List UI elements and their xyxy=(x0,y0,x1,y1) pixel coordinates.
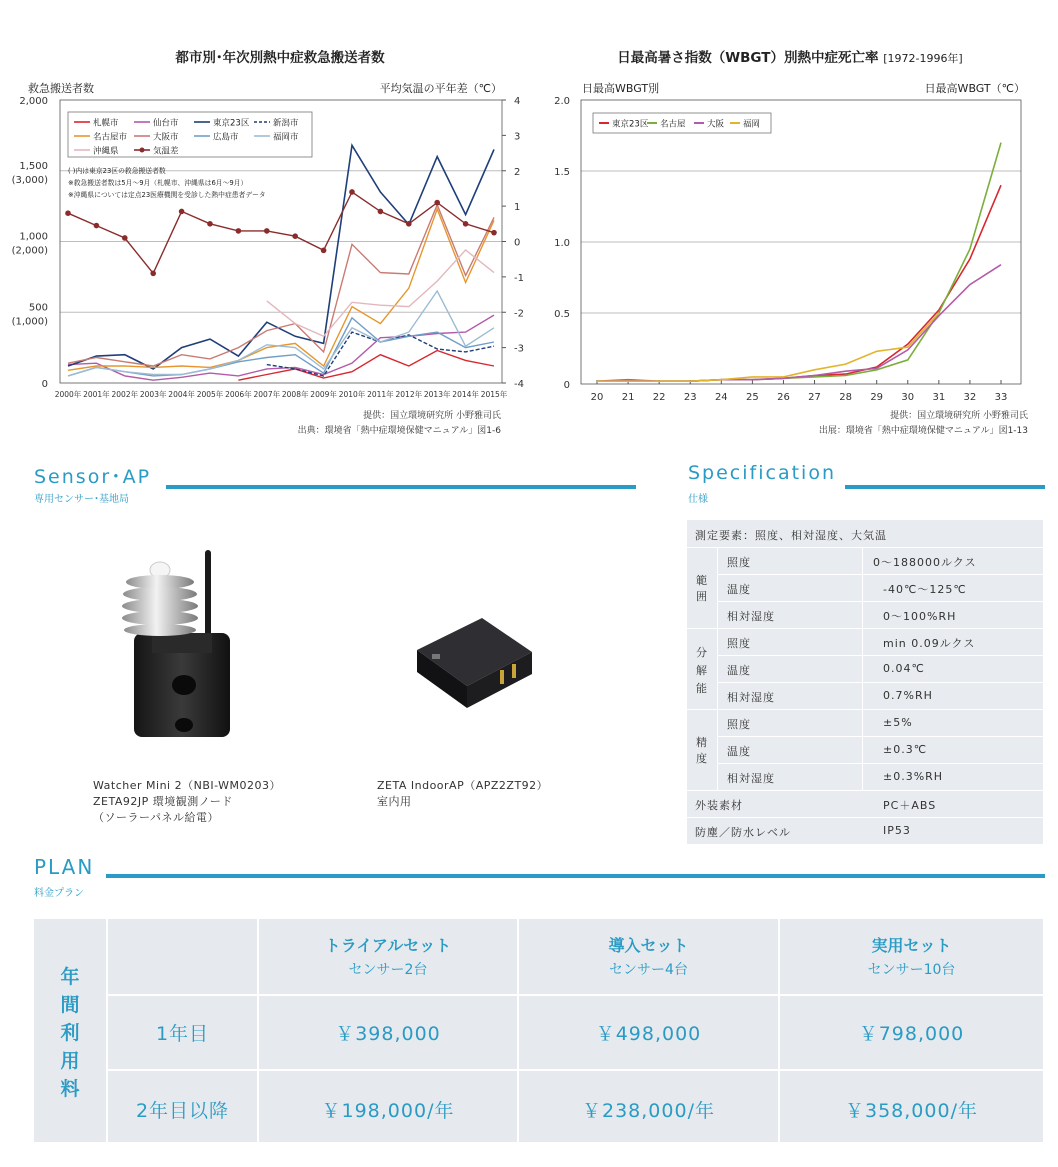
chart1-ytick-label: 2,000 xyxy=(19,96,48,107)
chart1-series-point xyxy=(207,221,213,227)
chart1-ytick-label: 1,500 xyxy=(19,160,48,172)
chart1-series-point xyxy=(349,189,355,195)
chart1 xyxy=(0,70,530,415)
spec-rule xyxy=(717,682,1043,683)
spec-group-char: 度 xyxy=(696,752,708,765)
spec-row-label: 相対湿度 xyxy=(727,691,775,704)
chart2-legend-label: 名古屋 xyxy=(660,119,686,130)
chart1-xtick-label: 2011年 xyxy=(367,390,394,399)
indoor-ap-caption xyxy=(377,778,548,810)
chart1-y2tick-label: 1 xyxy=(514,202,521,214)
chart2-title-suffix: [1972-1996年] xyxy=(883,52,963,65)
spec-row-value: ±0.3℃ xyxy=(883,743,928,756)
chart2-xtick-label: 33 xyxy=(994,392,1008,403)
chart1-xtick-label: 2010年 xyxy=(338,390,366,399)
plan-row-label-second-year: 2年目以降 xyxy=(135,1100,230,1122)
chart1-series-point xyxy=(264,228,270,234)
chart2-series-line xyxy=(597,265,1001,382)
plan-price: ￥198,000/年 xyxy=(321,1100,455,1122)
chart1-credit-2: 出典：環境省「熱中症環境保健マニュアル」図1-6 xyxy=(297,426,501,436)
spec-rule xyxy=(717,601,1043,602)
chart1-legend-label: 広島市 xyxy=(213,132,239,143)
chart2-xtick-label: 30 xyxy=(901,392,915,403)
chart1-xtick-label: 2006年 xyxy=(225,390,252,399)
plan-col-sub: センサー2台 xyxy=(348,962,428,978)
chart1-xtick-label: 2014年 xyxy=(452,390,479,399)
spec-group-char: 解 xyxy=(696,664,708,677)
plan-col-trial xyxy=(259,933,517,983)
plan-side-char: 利 xyxy=(60,1022,80,1044)
chart2-credit-2: 出展：環境省「熱中症環境保健マニュアル」図1-13 xyxy=(818,426,1028,436)
plan-col-practical xyxy=(780,933,1043,983)
watcher-caption-line-3: （ソーラーパネル給電） xyxy=(93,811,219,824)
chart1-xtick-label: 2013年 xyxy=(423,390,451,399)
spec-rule xyxy=(687,790,1043,791)
plan-side-char: 料 xyxy=(60,1078,80,1100)
chart1-legend-label: 東京23区 xyxy=(213,118,250,129)
plan-price: ￥238,000/年 xyxy=(582,1100,715,1122)
spec-rule xyxy=(717,736,1043,737)
spec-row-label: 照度 xyxy=(727,718,751,731)
spec-measure: 測定要素：照度、相対湿度、大気温 xyxy=(695,529,887,542)
plan-col-name: トライアルセット xyxy=(324,936,452,955)
watcher-device-caption xyxy=(93,778,281,826)
chart1-series-point xyxy=(94,223,100,229)
spec-rule xyxy=(687,628,1043,629)
chart2-xtick-label: 20 xyxy=(590,392,604,403)
chart2-series-line xyxy=(597,313,939,381)
spec-row-label: 照度 xyxy=(727,637,751,650)
plan-table xyxy=(34,919,1043,1142)
chart1-ytick-paren-label: (1,000) xyxy=(11,316,48,328)
spec-group-label-accuracy xyxy=(696,735,708,767)
chart1-credit-1: 提供：国立環境研究所 小野雅司氏 xyxy=(363,411,501,421)
chart1-ytick-label: 500 xyxy=(28,302,48,314)
chart2-xtick-label: 25 xyxy=(746,392,759,403)
plan-section-title: PLAN xyxy=(34,855,95,879)
chart1-xtick-label: 2005年 xyxy=(196,390,224,399)
spec-table xyxy=(687,520,1043,844)
chart1-legend-label: 新潟市 xyxy=(273,118,299,129)
spec-rule xyxy=(862,547,863,790)
plan-col-sub: センサー4台 xyxy=(609,962,688,978)
spec-row-value: 0〜188000ルクス xyxy=(873,556,977,569)
plan-col-intro xyxy=(519,933,778,983)
spec-group-char: 範 xyxy=(696,574,708,587)
chart1-xtick-label: 2001年 xyxy=(83,390,110,399)
plan-col-name: 実用セット xyxy=(871,936,952,955)
chart1-legend-label: 大阪市 xyxy=(153,132,179,143)
spec-row-value: 0.7%RH xyxy=(883,689,933,702)
spec-section-rule xyxy=(845,485,1045,489)
spec-protection-label: 防塵／防水レベル xyxy=(695,826,791,839)
spec-row-label: 温度 xyxy=(727,583,751,596)
chart1-xtick-label: 2000年 xyxy=(54,390,82,399)
spec-row-label: 照度 xyxy=(727,556,751,569)
spec-row-value: 0〜100%RH xyxy=(883,610,957,623)
chart2-series-line xyxy=(597,143,1001,382)
plan-side-char: 用 xyxy=(60,1050,80,1072)
chart1-series-line xyxy=(68,192,494,273)
spec-rule xyxy=(687,709,1043,710)
chart2-xtick-label: 24 xyxy=(714,392,728,403)
chart2-credit-1: 提供：国立環境研究所 小野雅司氏 xyxy=(890,411,1028,421)
indoor-ap-caption-line-2: 室内用 xyxy=(377,795,412,808)
chart1-xtick-label: 2007年 xyxy=(253,390,281,399)
chart1-series-point xyxy=(292,233,298,239)
chart1-series-point xyxy=(406,221,412,227)
spec-group-char: 精 xyxy=(696,736,708,749)
plan-price: ￥398,000 xyxy=(335,1023,441,1045)
plan-rule xyxy=(106,1069,1043,1071)
plan-section-subtitle: 料金プラン xyxy=(34,888,84,899)
chart2-xlabel: 日最高WBGT（℃） xyxy=(924,82,1025,95)
chart2-legend-label: 福岡 xyxy=(743,119,761,130)
chart2-xtick-label: 21 xyxy=(621,392,635,403)
spec-rule xyxy=(717,763,1043,764)
chart1-xtick-label: 2002年 xyxy=(111,390,139,399)
spec-row-label: 温度 xyxy=(727,664,751,677)
spec-group-char: 囲 xyxy=(696,590,708,603)
watcher-caption-line-1: Watcher Mini 2（NBI-WM0203） xyxy=(93,779,282,792)
spec-row-value: ±5% xyxy=(883,716,913,729)
chart1-y2tick-label: -4 xyxy=(514,379,524,390)
chart1-series-point xyxy=(378,209,384,215)
plan-col-name: 導入セット xyxy=(608,936,689,955)
chart1-legend-label: 仙台市 xyxy=(153,118,179,129)
chart1-ytick-paren-label: (3,000) xyxy=(11,174,48,186)
sensor-section-title: Sensor･AP xyxy=(34,466,152,488)
chart1-ylabel: 救急搬送者数 xyxy=(28,82,94,95)
chart1-y2tick-label: 2 xyxy=(514,166,521,178)
chart2-ytick-label: 0 xyxy=(563,380,570,391)
plan-section-rule xyxy=(106,874,1045,878)
chart1-series-point xyxy=(122,235,128,241)
chart2-xtick-label: 27 xyxy=(808,392,821,403)
chart2-legend-label: 大阪 xyxy=(707,119,725,130)
chart2 xyxy=(540,70,1040,415)
spec-group-label-resolution xyxy=(696,644,708,698)
plan-side-char: 間 xyxy=(60,994,80,1016)
chart1-legend-label: 沖縄県 xyxy=(93,146,119,157)
chart2-ytick-label: 1.0 xyxy=(554,238,570,249)
chart2-xtick-label: 23 xyxy=(683,392,697,403)
chart1-y2tick-label: -3 xyxy=(514,343,524,355)
chart1-xtick-label: 2009年 xyxy=(310,390,337,399)
sensor-section-subtitle: 専用センサー･基地局 xyxy=(34,494,129,505)
chart1-series-point xyxy=(179,209,185,215)
chart1-y2label: 平均気温の平年差（℃） xyxy=(379,82,502,95)
chart1-xtick-label: 2003年 xyxy=(139,390,167,399)
chart2-series-line xyxy=(597,185,1001,381)
spec-row-label: 温度 xyxy=(727,745,751,758)
spec-material-value: PC＋ABS xyxy=(883,799,937,812)
plan-price: ￥498,000 xyxy=(595,1023,702,1045)
chart1-legend-marker xyxy=(140,148,145,153)
plan-col-sub: センサー10台 xyxy=(867,962,956,978)
chart1-title: 都市別･年次別熱中症救急搬送者数 xyxy=(175,50,385,66)
indoor-ap-image xyxy=(412,612,536,710)
chart1-series-point xyxy=(463,221,469,227)
chart1-legend-label: 名古屋市 xyxy=(93,132,128,143)
spec-section-subtitle: 仕様 xyxy=(688,494,708,505)
chart2-title-main: 日最高暑さ指数（WBGT）別熱中症死亡率 xyxy=(617,50,879,66)
chart1-legend-label: 札幌市 xyxy=(93,118,119,129)
chart1-xtick-label: 2015年 xyxy=(480,390,508,399)
chart2-ytick-label: 2.0 xyxy=(554,96,570,107)
chart1-ytick-label: 0 xyxy=(41,379,48,390)
plan-price: ￥798,000 xyxy=(858,1023,965,1045)
chart2-xtick-label: 22 xyxy=(652,392,666,403)
spec-section-title: Specification xyxy=(688,462,836,484)
spec-group-char: 分 xyxy=(696,646,708,659)
chart1-series-point xyxy=(491,230,497,236)
chart2-legend-label: 東京23区 xyxy=(612,119,649,130)
spec-rule xyxy=(717,574,1043,575)
spec-row-value: -40℃〜125℃ xyxy=(883,583,967,596)
watcher-device-image xyxy=(112,545,252,745)
plan-row-label-first-year: 1年目 xyxy=(155,1023,210,1045)
spec-rule xyxy=(717,547,718,790)
spec-rule xyxy=(687,547,1043,548)
spec-row-label: 相対湿度 xyxy=(727,772,775,785)
chart1-note: ( )内は東京23区の救急搬送者数 xyxy=(68,167,166,175)
chart1-series-point xyxy=(150,271,156,277)
watcher-caption-line-2: ZETA92JP 環境観測ノード xyxy=(93,795,233,808)
chart1-note: ※沖縄県については定点23医療機関を受診した熱中症患者データ xyxy=(68,191,266,199)
spec-group-label-range xyxy=(696,573,708,605)
chart1-series-line xyxy=(238,351,494,381)
spec-material-label: 外装素材 xyxy=(695,799,743,812)
spec-group-char: 能 xyxy=(696,682,708,695)
plan-rule xyxy=(106,994,1043,996)
chart1-legend-label: 福岡市 xyxy=(273,132,299,143)
spec-row-label: 相対湿度 xyxy=(727,610,775,623)
indoor-ap-caption-line-1: ZETA IndoorAP（APZ2ZT92） xyxy=(377,779,549,792)
chart2-xtick-label: 29 xyxy=(870,392,884,403)
chart1-series-point xyxy=(65,210,71,216)
spec-rule xyxy=(717,655,1043,656)
chart1-ytick-paren-label: (2,000) xyxy=(11,245,48,257)
chart1-xtick-label: 2012年 xyxy=(395,390,423,399)
chart1-xtick-label: 2004年 xyxy=(168,390,195,399)
spec-rule xyxy=(687,817,1043,818)
chart2-ylabel: 日最高WBGT別 xyxy=(582,82,660,95)
chart1-legend-label: 気温差 xyxy=(153,146,179,157)
spec-row-value: 0.04℃ xyxy=(883,662,925,675)
plan-side-label xyxy=(52,963,88,1103)
chart1-series-point xyxy=(321,248,327,254)
sensor-section-rule xyxy=(166,485,636,489)
chart2-ytick-label: 0.5 xyxy=(554,309,570,320)
chart1-y2tick-label: -1 xyxy=(514,272,524,284)
chart1-series-point xyxy=(434,200,440,206)
chart1-y2tick-label: 3 xyxy=(514,131,521,143)
plan-price: ￥358,000/年 xyxy=(845,1100,978,1122)
chart1-series-line xyxy=(68,315,494,380)
chart2-xtick-label: 31 xyxy=(932,392,946,403)
chart2-title xyxy=(570,46,1010,66)
chart1-y2tick-label: 0 xyxy=(514,237,521,249)
chart1-series-point xyxy=(236,228,242,234)
chart1-note: ※救急搬送者数は5月〜9月（札幌市、沖縄県は6月〜9月） xyxy=(68,179,248,187)
spec-row-value: ±0.3%RH xyxy=(883,770,944,783)
spec-protection-value: IP53 xyxy=(883,824,911,837)
chart1-y2tick-label: 4 xyxy=(514,96,521,107)
chart2-ytick-label: 1.5 xyxy=(554,167,570,178)
chart1-xtick-label: 2008年 xyxy=(281,390,309,399)
chart2-xtick-label: 28 xyxy=(839,392,852,403)
chart2-xtick-label: 26 xyxy=(777,392,790,403)
plan-side-char: 年 xyxy=(60,966,80,988)
spec-row-value: min 0.09ルクス xyxy=(883,637,976,650)
chart2-xtick-label: 32 xyxy=(963,392,977,403)
chart1-y2tick-label: -2 xyxy=(514,308,524,320)
chart1-ytick-label: 1,000 xyxy=(19,231,48,243)
